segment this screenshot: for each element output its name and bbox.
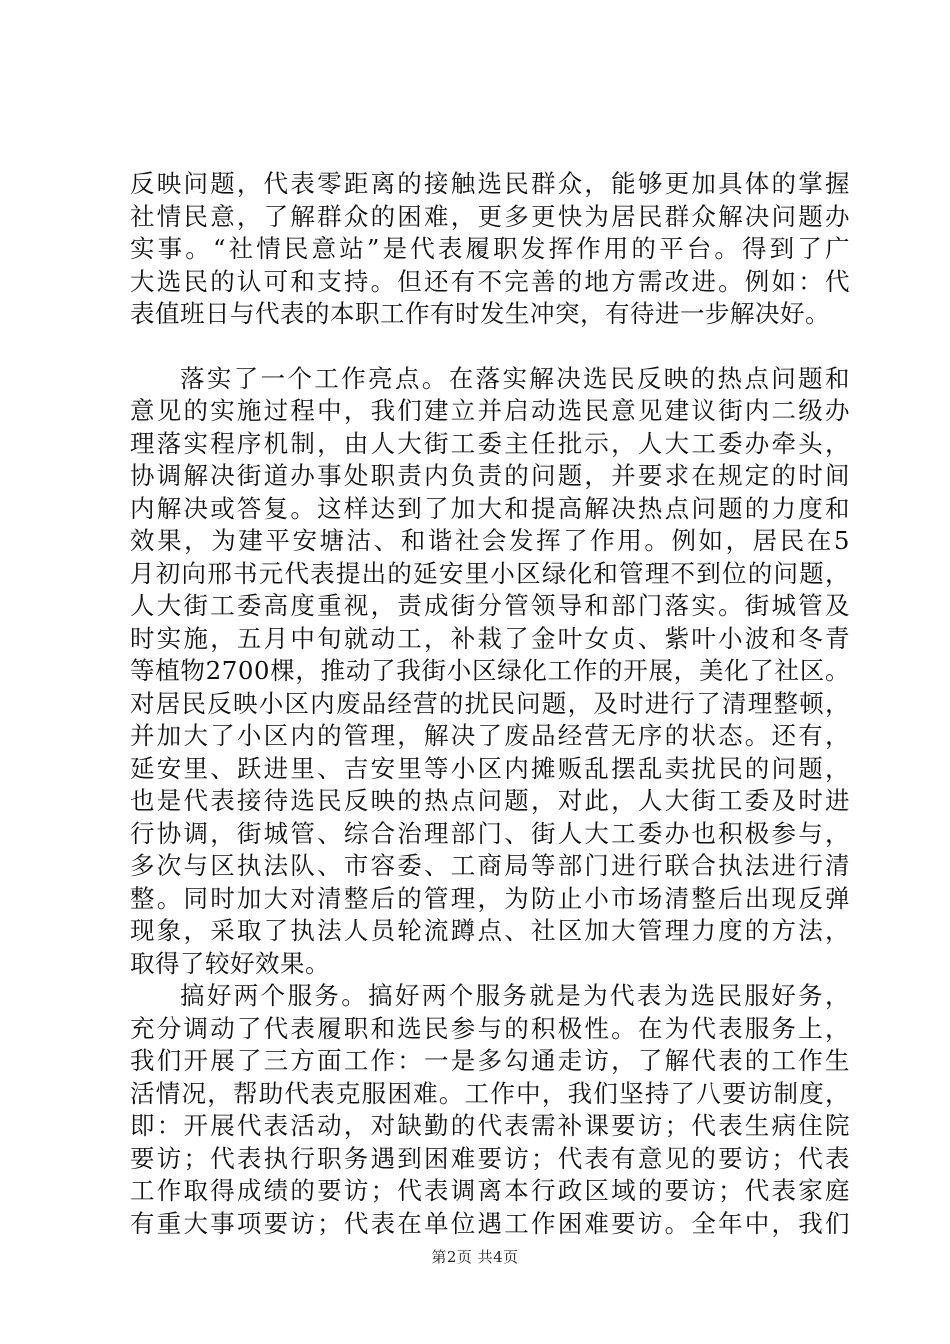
paragraph-spacer: [130, 331, 850, 363]
text-line: 对居民反映小区内废品经营的扰民问题，及时进行了清理整顿，: [130, 688, 850, 718]
text-line: 行协调，街城管、综合治理部门、街人大工委办也积极参与，: [130, 818, 850, 848]
text-line: 充分调动了代表履职和选民参与的积极性。在为代表服务上，: [130, 1013, 850, 1043]
text-line: 我们开展了三方面工作：一是多勾通走访，了解代表的工作生: [130, 1046, 850, 1075]
text-line: 取得了较好效果。: [130, 948, 330, 978]
text-line: 并加大了小区内的管理，解决了废品经营无序的状态。还有，: [130, 721, 850, 750]
text-line: 等植物2700棵，推动了我街小区绿化工作的开展，美化了社区。: [130, 656, 850, 685]
text-line: 实事。“社情民意站”是代表履职发挥作用的平台。得到了广: [130, 234, 850, 263]
text-line: 现象，采取了执法人员轮流蹲点、社区加大管理力度的方法，: [130, 916, 850, 945]
text-line: 搞好两个服务。搞好两个服务就是为代表为选民服好务，: [180, 981, 850, 1010]
text-line: 延安里、跃进里、吉安里等小区内摊贩乱摆乱卖扰民的问题，: [130, 753, 850, 783]
paragraph-3: [130, 980, 850, 1240]
text-line: 社情民意，了解群众的困难，更多更快为居民群众解决问题办: [130, 201, 850, 231]
paragraph-1: [130, 168, 850, 331]
text-line: 大选民的认可和支持。但还有不完善的地方需改进。例如：代: [130, 266, 850, 296]
text-line: 意见的实施过程中，我们建立并启动选民意见建议街内二级办: [130, 396, 850, 425]
text-line: 多次与区执法队、市容委、工商局等部门进行联合执法进行清: [130, 851, 850, 880]
text-line: 协调解决街道办事处职责内负责的问题，并要求在规定的时间: [130, 461, 850, 490]
text-line: 理落实程序机制，由人大街工委主任批示，人大工委办牵头，: [130, 428, 850, 458]
text-line: 有重大事项要访；代表在单位遇工作困难要访。全年中，我们: [130, 1208, 850, 1238]
text-line: 效果，为建平安塘沽、和谐社会发挥了作用。例如，居民在5: [130, 526, 850, 555]
page-number-footer: 第2页 共4页: [431, 1248, 519, 1266]
text-line: 人大街工委高度重视，责成街分管领导和部门落实。街城管及: [130, 591, 850, 620]
text-line: 整。同时加大对清整后的管理，为防止小市场清整后出现反弹: [130, 883, 850, 913]
text-line: 要访；代表执行职务遇到困难要访；代表有意见的要访；代表: [130, 1143, 850, 1173]
text-line: 月初向邢书元代表提出的延安里小区绿化和管理不到位的问题，: [130, 558, 850, 588]
text-line: 工作取得成绩的要访；代表调离本行政区域的要访；代表家庭: [130, 1176, 850, 1205]
text-line: 活情况，帮助代表克服困难。工作中，我们坚持了八要访制度，: [130, 1078, 850, 1108]
text-line: 反映问题，代表零距离的接触选民群众，能够更加具体的掌握: [130, 169, 850, 198]
text-line: 也是代表接待选民反映的热点问题，对此，人大街工委及时进: [130, 786, 850, 815]
text-line: 内解决或答复。这样达到了加大和提高解决热点问题的力度和: [130, 493, 850, 523]
text-line: 落实了一个工作亮点。在落实解决选民反映的热点问题和: [180, 363, 850, 393]
text-line: 时实施，五月中旬就动工，补栽了金叶女贞、紫叶小波和冬青: [130, 623, 850, 653]
text-line: 表值班日与代表的本职工作有时发生冲突，有待进一步解决好。: [130, 299, 830, 328]
text-line: 即：开展代表活动，对缺勤的代表需补课要访；代表生病住院: [130, 1111, 850, 1140]
document-body: [130, 168, 850, 1240]
paragraph-2: [130, 363, 850, 981]
